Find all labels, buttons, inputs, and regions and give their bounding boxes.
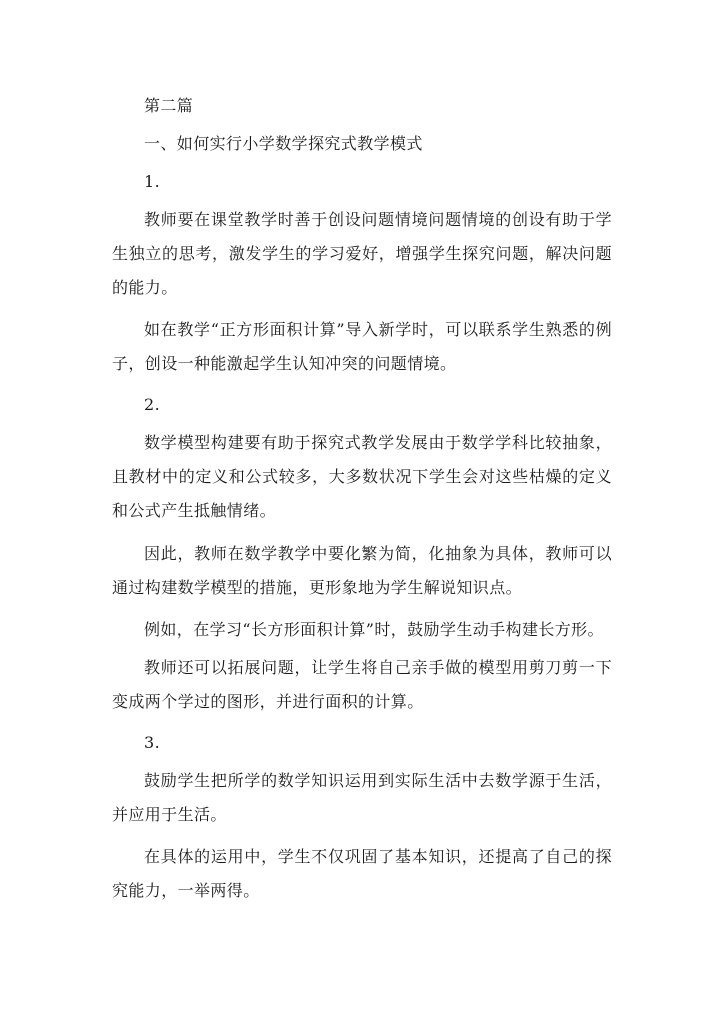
section-title: 第二篇 — [144, 96, 194, 115]
point-number-3: 3. — [144, 733, 161, 752]
paragraph-1-2: 如在教学“正方形面积计算”导入新学时，可以联系学生熟悉的例子，创设一种能激起学生认知冲突的问题情境。 — [112, 320, 612, 373]
article-heading: 一、如何实行小学数学探究式教学模式 — [144, 134, 423, 153]
paragraph-3-1: 鼓励学生把所学的数学知识运用到实际生活中去数学源于生活，并应用于生活。 — [112, 771, 612, 824]
paragraph-2-1: 数学模型构建要有助于探究式教学发展由于数学学科比较抽象，且教材中的定义和公式较多，大多数状况下学生会对这些枯燥的定义和公式产生抵触情绪。 — [112, 433, 612, 520]
point-number-1: 1. — [144, 172, 161, 191]
paragraph-1-1: 教师要在课堂教学时善于创设问题情境问题情境的创设有助于学生独立的思考，激发学生的学习爱好，增强学生探究问题，解决问题的能力。 — [112, 210, 612, 297]
paragraph-2-3: 例如，在学习“长方形面积计算”时，鼓励学生动手构建长方形。 — [144, 620, 604, 639]
paragraph-3-2: 在具体的运用中，学生不仅巩固了基本知识，还提高了自己的探究能力，一举两得。 — [112, 847, 612, 900]
paragraph-2-2: 因此，教师在数学教学中要化繁为简，化抽象为具体，教师可以通过构建数学模型的措施，更形象地为学生解说知识点。 — [112, 544, 612, 597]
point-number-2: 2. — [144, 395, 161, 414]
paragraph-2-4: 教师还可以拓展问题，让学生将自己亲手做的模型用剪刀剪一下变成两个学过的图形，并进行面积的计算。 — [112, 658, 612, 711]
